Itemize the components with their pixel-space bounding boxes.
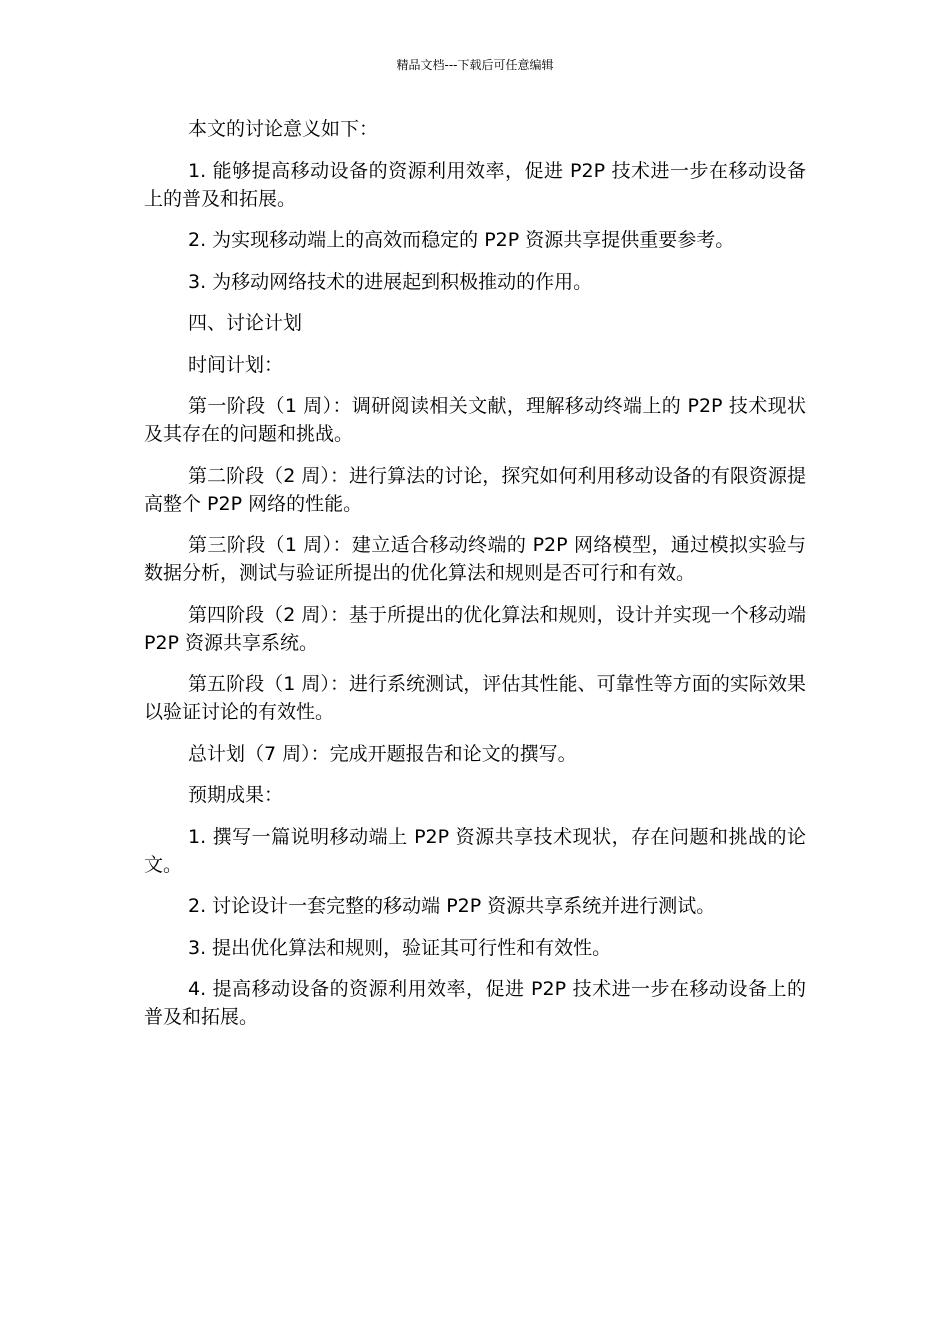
phase-2: 第二阶段（2 周）：进行算法的讨论，探究如何利用移动设备的有限资源提高整个 P2P 网络的性能。 <box>144 464 806 515</box>
significance-item-2: 2. 为实现移动端上的高效而稳定的 P2P 资源共享提供重要参考。 <box>188 229 735 251</box>
page-header: 精品文档---下载后可任意编辑 <box>396 58 554 72</box>
result-item-2: 2. 讨论设计一套完整的移动端 P2P 资源共享系统并进行测试。 <box>188 895 716 917</box>
significance-intro: 本文的讨论意义如下： <box>188 118 379 140</box>
phase-5: 第五阶段（1 周）：进行系统测试，评估其性能、可靠性等方面的实际效果以验证讨论的有效性。 <box>144 673 806 723</box>
time-plan-label: 时间计划： <box>188 353 284 376</box>
result-item-4: 4. 提高移动设备的资源利用效率，促进 P2P 技术进一步在移动设备上的普及和拓展。 <box>144 978 806 1028</box>
significance-item-3: 3. 为移动网络技术的进展起到积极推动的作用。 <box>188 270 593 293</box>
total-plan: 总计划（7 周）：完成开题报告和论文的撰写。 <box>188 742 577 765</box>
result-item-3: 3. 提出优化算法和规则，验证其可行性和有效性。 <box>188 936 612 959</box>
phase-1: 第一阶段（1 周）：调研阅读相关文献，理解移动终端上的 P2P 技术现状及其存在的问题和挑战。 <box>144 395 806 445</box>
phase-3: 第三阶段（1 周）：建立适合移动终端的 P2P 网络模型，通过模拟实验与数据分析，测试与验证所提出的优化算法和规则是否可行和有效。 <box>144 534 806 584</box>
result-item-1: 1. 撰写一篇说明移动端上 P2P 资源共享技术现状，存在问题和挑战的论文。 <box>144 825 806 876</box>
significance-item-1: 1. 能够提高移动设备的资源利用效率，促进 P2P 技术进一步在移动设备上的普及和拓展。 <box>144 159 806 210</box>
section-heading-plan: 四、讨论计划 <box>188 312 303 334</box>
document-body <box>144 115 806 1045</box>
phase-4: 第四阶段（2 周）：基于所提出的优化算法和规则，设计并实现一个移动端 P2P 资源共享系统。 <box>144 603 806 654</box>
expected-results-label: 预期成果： <box>188 784 284 806</box>
